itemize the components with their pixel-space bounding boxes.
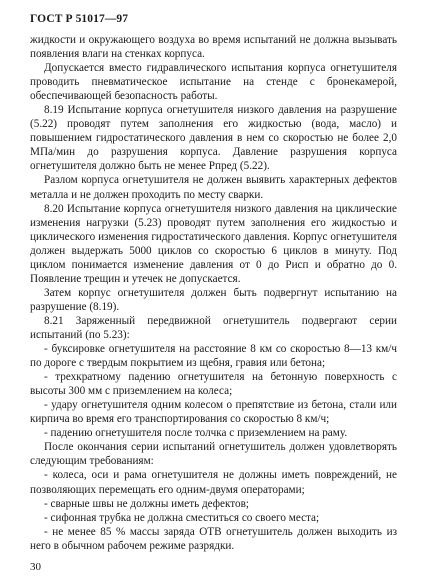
paragraph-clause-8-20: 8.20 Испытание корпуса огнетушителя низкого давления на циклические изменения нагрузки (5.23) проводят путем заполнения его жидкостью и циклического изменения гидростатического давления. Корпус огнетушителя должен выдержать 5000 циклов со скоростью 6 циклов в минуту. Под циклом понимается изменение давления от 0 до Pисп и обратно до 0. Появление трещин и утечек не допускается. (30, 202, 397, 285)
list-item: - сифонная трубка не должна сместиться со своего места; (44, 511, 320, 524)
page-header-standard-code: ГОСТ Р 51017—97 (30, 13, 129, 25)
paragraph: После окончания серии испытаний огнетушитель должен удовлетворять следующим требованиям: (30, 441, 397, 468)
paragraph-clause-8-21: 8.21 Заряженный передвижной огнетушитель подвергают серии испытаний (по 5.23): (30, 314, 397, 341)
paragraph: Затем корпус огнетушителя должен быть подвергнут испытанию на разрушение (8.19). (30, 286, 397, 313)
list-item: - удару огнетушителя одним колесом о препятствие из бетона, стали или кирпича во время его транспортирования со скоростью 8 км/ч; (30, 399, 397, 426)
page-number: 30 (30, 561, 41, 573)
paragraph: Разлом корпуса огнетушителя не должен выявить характерных дефектов металла и не должен проходить по месту сварки. (30, 174, 397, 201)
paragraph-clause-8-19: 8.19 Испытание корпуса огнетушителя низкого давления на разрушение (5.22) проводят путем заполнения его жидкостью (вода, масло) и повышением гидростатического давления в нем со скоростью не более 2,0 МПа/мин до разрушения корпуса. Давление разрушения корпуса огнетушителя должно быть не менее Pпред (5.22). (30, 104, 397, 173)
paragraph: Допускается вместо гидравлического испытания корпуса огнетушителя проводить пневматическое испытание на стенде с бронекамерой, обеспечивающей безопасность работы. (30, 62, 397, 103)
list-item: - буксировке огнетушителя на расстояние 8 км со скоростью 8—13 км/ч по дороге с твердым покрытием из щебня, гравия или бетона; (30, 343, 397, 370)
list-item: - трехкратному падению огнетушителя на бетонную поверхность с высоты 300 мм с приземлением на колеса; (30, 371, 397, 398)
page-body-text (30, 33, 397, 553)
paragraph: жидкости и окружающего воздуха во время испытаний не должна вызывать появления влаги на стенках корпуса. (30, 34, 397, 61)
list-item: - не менее 85 % массы заряда ОТВ огнетушитель должен выходить из него в обычном рабочем режиме разрядки. (30, 525, 397, 552)
list-item: - падению огнетушителя после толчка с приземлением на раму. (44, 427, 348, 440)
list-item: - колеса, оси и рама огнетушителя не должны иметь повреждений, не позволяющих перемещать его одним-двумя операторами; (30, 469, 397, 496)
list-item: - сварные швы не должны иметь дефектов; (44, 497, 250, 510)
